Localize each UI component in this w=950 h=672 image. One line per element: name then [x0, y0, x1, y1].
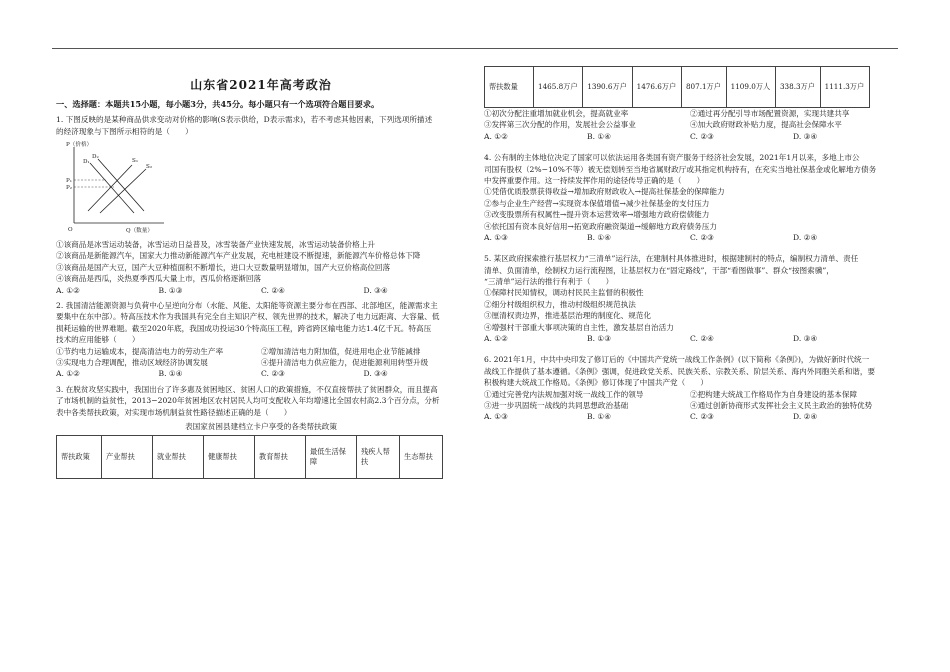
choice-d[interactable]: D. ③④: [793, 131, 818, 141]
section-heading: 一、选择题：本题共15小题，每小题3分，共45分。每小题只有一个选项符合题目要求。: [56, 99, 380, 109]
q6-stem-line: 积极构建大统战工作格局。《条例》修订体现了中国共产党（ ）: [484, 378, 709, 388]
q1-choices: [56, 285, 466, 296]
table-row: [57, 436, 443, 479]
q6-options-row: [484, 389, 896, 400]
question-4: [484, 152, 896, 243]
question-2: [56, 300, 466, 380]
choice-a[interactable]: A. ①③: [484, 412, 508, 422]
table-row-header: 帮扶政策: [57, 436, 102, 479]
q4-option: ④依托国有资本良好信用→拓宽政府融资渠道→缓解地方政府债务压力: [484, 221, 717, 231]
choice-a[interactable]: A. ①②: [56, 285, 80, 295]
question-1: [56, 114, 466, 296]
choice-b[interactable]: B. ①④: [587, 131, 612, 141]
choice-a[interactable]: A. ①②: [484, 131, 508, 141]
d2-curve: [98, 159, 144, 211]
policy-table-part2: [484, 66, 870, 108]
header-rule: [52, 48, 898, 49]
q2-option: ③实现电力合理调配，推动区域经济协调发展: [56, 357, 208, 367]
q1-stem-line: 的经济现象与下图所示相符的是（ ）: [56, 126, 193, 136]
q1-option: ④该商品是西瓜，炎热夏季西瓜大量上市，西瓜价格逐渐回落: [56, 274, 262, 284]
q6-option: ①通过完善党内法规加强对统一战线工作的领导: [484, 389, 644, 399]
right-column: [484, 66, 896, 423]
q6-stem-line: 战线工作提供了基本遵循。《条例》强调，促进政党关系、民族关系、宗教关系、阶层关系、海内外同胞关系和谐，要: [484, 366, 876, 376]
origin-label: O: [68, 227, 73, 234]
q4-stem-line: 中发挥重要作用。这一持续发挥作用的途径传导正确的是（ ）: [484, 175, 705, 185]
choice-d[interactable]: D. ③④: [793, 334, 818, 344]
y-axis-label: P（价格）: [66, 142, 93, 149]
question-5: [484, 253, 896, 344]
choice-a[interactable]: A. ①②: [484, 334, 508, 344]
q5-option: ②细分村级组织权力，推动村级组织规范执法: [484, 299, 636, 309]
q6-options-row: [484, 400, 896, 411]
q2-stem-line: 2. 我国清洁能源资源与负荷中心呈逆向分布（水能、风能、太阳能等资源主要分布在西部、北部地区，能源需求主: [56, 301, 438, 311]
q2-option: ②增加清洁电力附加值，促进用电企业节能减排: [261, 346, 421, 356]
q3-choices: [484, 131, 896, 142]
q3-options-row: [484, 119, 896, 130]
q3-option: ②通过再分配引导市场配置资源，实现共建共享: [690, 109, 850, 118]
choice-c[interactable]: C. ②③: [261, 369, 285, 379]
choice-d[interactable]: D. ③④: [363, 285, 388, 295]
q2-options-row: [56, 346, 466, 357]
table-cell: 1476.6万户: [632, 67, 681, 108]
table-cell: 残疾人帮扶: [357, 436, 400, 479]
choice-c[interactable]: C. ②③: [690, 232, 714, 242]
table-cell: 教育帮扶: [255, 436, 306, 479]
policy-table-part1: [56, 435, 443, 479]
exam-title: 山东省2021年高考政治: [190, 78, 332, 92]
q3-stem-line: 表中各类帮扶政策，对实现市场机制益贫性路径描述正确的是（ ）: [56, 407, 292, 417]
q4-option: ②参与企业生产经营→实现资本保值增值→减少社保基金的支付压力: [484, 198, 710, 208]
x-axis-label: Q（数量）: [126, 228, 153, 234]
q4-stem-line: 4. 公有制的主体地位决定了国家可以依法运用各类国有资产服务于经济社会发展，2021年1月以来，多地上市公: [484, 153, 860, 163]
table-cell: 1465.8万户: [534, 67, 583, 108]
s2-label: S₂: [146, 164, 153, 171]
q6-choices: [484, 411, 896, 422]
table-cell: 最低生活保障: [306, 436, 357, 479]
table-cell: 807.1万户: [681, 67, 726, 108]
q3-options-row: [484, 108, 896, 119]
choice-b[interactable]: B. ①④: [158, 369, 183, 379]
choice-b[interactable]: B. ①④: [587, 412, 612, 422]
q3-stem-line: 3. 在脱贫攻坚实践中，我国出台了许多惠及贫困地区、贫困人口的政策措施，不仅直接帮扶了贫困群众，而且提高: [56, 384, 438, 394]
q4-option: ①凭借优质股票获得收益→增加政府财政收入→提高社保基金的保障能力: [484, 187, 725, 197]
q5-stem-line: 清单、负面清单，绘制权力运行流程图，让基层权力在“固定路线”，干部“看图做事”、群众“按图索骥”，: [484, 265, 834, 275]
choice-c[interactable]: C. ②④: [261, 285, 285, 295]
choice-c[interactable]: C. ②④: [690, 334, 714, 344]
table-row-header: 帮扶数量: [485, 67, 534, 108]
choice-a[interactable]: A. ①③: [484, 232, 508, 242]
table-cell: 1390.6万户: [583, 67, 632, 108]
d1-curve: [90, 163, 134, 213]
q5-option: ③厘清权责边界，推进基层治理的制度化、规范化: [484, 311, 652, 321]
q6-option: ③进一步巩固统一战线的共同思想政治基础: [484, 400, 629, 410]
left-column: [56, 66, 466, 479]
choice-d[interactable]: D. ②④: [793, 232, 818, 242]
table-cell: 1111.3万户: [820, 67, 869, 108]
q3-option: ④加大政府财政补贴力度，提高社会保障水平: [690, 120, 842, 130]
d1-label: D₁: [83, 159, 90, 166]
q5-stem-line: “三清单”运行法的推行有利于（ ）: [484, 277, 614, 287]
table-cell: 338.3万户: [775, 67, 820, 108]
d2-label: D₂: [92, 154, 99, 161]
table-cell: 生态帮扶: [400, 436, 443, 479]
p2-label: P₂: [66, 185, 73, 192]
q2-stem-line: 损耗运输的世界难题。截至2020年底，我国成功投运30个特高压工程，跨省跨区输电能力达1.4亿千瓦。特高压: [56, 323, 432, 333]
q4-option: ③改变股票所有权属性→提升资本运营效率→增强地方政府偿债能力: [484, 210, 710, 220]
p1-label: P₁: [66, 178, 73, 185]
choice-a[interactable]: A. ①②: [56, 369, 80, 379]
q1-option: ②该商品是新能源汽车，国家大力推动新能源汽车产业发展，充电桩建设不断提速，新能源汽车价格总体下降: [56, 251, 421, 261]
q4-choices: [484, 232, 896, 243]
choice-d[interactable]: D. ③④: [363, 369, 388, 379]
q2-choices: [56, 368, 466, 379]
q6-stem-line: 6. 2021年1月，中共中央印发了修订后的《中国共产党统一战线工作条例》(以下简称《条例》)，为做好新时代统一: [484, 355, 870, 365]
q1-option: ③该商品是国产大豆，国产大豆种植面积不断增长，进口大豆数量明显增加，国产大豆价格高位回落: [56, 262, 391, 272]
question-6: [484, 354, 896, 422]
q5-option: ④增强村干部重大事项决策的自主性，激发基层自治活力: [484, 322, 674, 332]
choice-d[interactable]: D. ②④: [793, 412, 818, 422]
q2-options-row: [56, 357, 466, 368]
supply-demand-graph: [64, 141, 174, 233]
q5-stem-line: 5. 某区政府探索推行基层权力“三清单”运行法，在建制村具体推进时，根据建制村的特点，编制权力清单、责任: [484, 254, 859, 264]
choice-b[interactable]: B. ①④: [587, 232, 612, 242]
q6-option: ④通过创新协商形式发挥社会主义民主政治的独特优势: [690, 400, 873, 410]
table-cell: 健康帮扶: [204, 436, 255, 479]
q2-option: ①节约电力运输成本，提高清洁电力的劳动生产率: [56, 346, 224, 356]
q3-stem-line: 了市场机制的益贫性，2013−2020年贫困地区农村居民人均可支配收入年均增速比全国农村高2.3个百分点，分析: [56, 396, 440, 406]
table-cell: 产业帮扶: [102, 436, 153, 479]
q3-option: ①初次分配注重增加就业机会，提高就业率: [484, 109, 629, 118]
choice-b[interactable]: B. ①③: [587, 334, 612, 344]
table-row: [485, 67, 870, 108]
q1-option: ①该商品是冰雪运动装备，冰雪运动日益普及，冰雪装备产业快速发展，冰雪运动装备价格上升: [56, 240, 375, 250]
q2-stem-line: 要集中在东中部）。特高压技术作为我国具有完全自主知识产权、领先世界的技术，解决了电力远距离、大容量、低: [56, 312, 440, 322]
q4-stem-line: 司国有股权（2%−10%不等）被无偿划转至当地省属财政厅或其指定机构持有，在充实当地社保基金或化解地方债务: [484, 164, 877, 174]
table-cell: 1109.0万人: [726, 67, 775, 108]
supply-demand-svg: [64, 141, 174, 233]
question-3: [56, 384, 466, 480]
q1-stem-line: 1. 下图反映的是某种商品供求变动对价格的影响(S表示供给，D表示需求)，若不考虑其他因素，下列选项所描述: [56, 115, 433, 125]
table-cell: 就业帮扶: [153, 436, 204, 479]
choice-b[interactable]: B. ①③: [158, 285, 183, 295]
q2-option: ④提升清洁电力供应能力，促进能源利用转型升级: [261, 357, 429, 367]
q3-option: ③发挥第三次分配的作用，发展社会公益事业: [484, 120, 636, 130]
q5-choices: [484, 333, 896, 344]
q6-option: ②把构建大统战工作格局作为自身建设的基本保障: [690, 389, 858, 399]
choice-c[interactable]: C. ②③: [690, 412, 714, 422]
s1-label: S₁: [132, 158, 139, 165]
s1-curve: [88, 165, 132, 211]
q5-option: ①保障村民知情权，调动村民民主监督的积极性: [484, 288, 644, 298]
choice-c[interactable]: C. ②③: [690, 131, 714, 141]
table-caption: 表国家贫困县建档立卡户享受的各类帮扶政策: [185, 421, 337, 431]
q2-stem-line: 技术的应用能够（ ）: [56, 335, 140, 345]
